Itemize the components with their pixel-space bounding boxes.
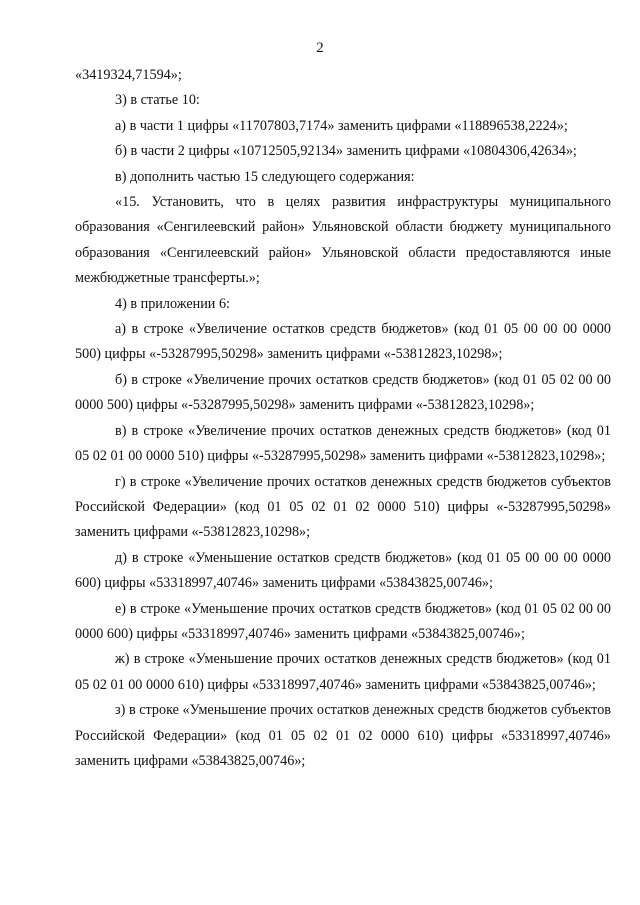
paragraph-item-4a: а) в строке «Увеличение остатков средств бюджетов» (код 01 05 00 00 00 0000 500) цифры «-53287995,50298» заменить цифрами «-53812823,10298»;: [75, 321, 611, 363]
paragraph-item-4g: г) в строке «Увеличение прочих остатков денежных средств бюджетов субъектов Российской Федерации» (код 01 05 02 01 02 0000 510) цифры «-53287995,50298» заменить цифрами «-53812823,10298»;: [75, 473, 611, 541]
paragraph-item-3v: в) дополнить частью 15 следующего содержания:: [115, 168, 415, 185]
page-number: 2: [316, 40, 324, 56]
paragraph-item-3b: б) в части 2 цифры «10712505,92134» заменить цифрами «10804306,42634»;: [115, 143, 577, 160]
paragraph-item-3: 3) в статье 10:: [115, 92, 200, 109]
paragraph-item-4: 4) в приложении 6:: [115, 295, 230, 312]
paragraph-item-3a: а) в части 1 цифры «11707803,7174» заменить цифрами «118896538,2224»;: [115, 117, 568, 134]
paragraph-item-4e: е) в строке «Уменьшение прочих остатков средств бюджетов» (код 01 05 02 00 00 0000 600) цифры «53318997,40746» заменить цифрами «53843825,00746»;: [75, 600, 611, 642]
paragraph-item-4zh: ж) в строке «Уменьшение прочих остатков денежных средств бюджетов» (код 01 05 02 01 00 0000 610) цифры «53318997,40746» заменить цифрами «53843825,00746»;: [75, 651, 611, 693]
paragraph-continuation: «3419324,71594»;: [75, 67, 182, 83]
paragraph-item-4z: з) в строке «Уменьшение прочих остатков денежных средств бюджетов субъектов Российской Федерации» (код 01 05 02 01 02 0000 610) цифры «53318997,40746» заменить цифрами «53843825,00746»;: [75, 702, 611, 769]
document-body: [75, 63, 611, 774]
paragraph-part-15: «15. Установить, что в целях развития инфраструктуры муниципального образования «Сенгилеевский район» Ульяновской области бюджету муниципального образования «Сенгилеевский район» Ульяновской области предоставляются иные межбюджетные трансферты.»;: [75, 194, 611, 287]
paragraph-item-4d: д) в строке «Уменьшение остатков средств бюджетов» (код 01 05 00 00 00 0000 600) цифры «53318997,40746» заменить цифрами «53843825,00746»;: [75, 549, 611, 592]
paragraph-item-4v: в) в строке «Увеличение прочих остатков денежных средств бюджетов» (код 01 05 02 01 00 0000 510) цифры «-53287995,50298» заменить цифрами «-53812823,10298»;: [75, 422, 611, 465]
paragraph-item-4b: б) в строке «Увеличение прочих остатков средств бюджетов» (код 01 05 02 00 00 0000 500) цифры «-53287995,50298» заменить цифрами «-53812823,10298»;: [75, 371, 611, 414]
